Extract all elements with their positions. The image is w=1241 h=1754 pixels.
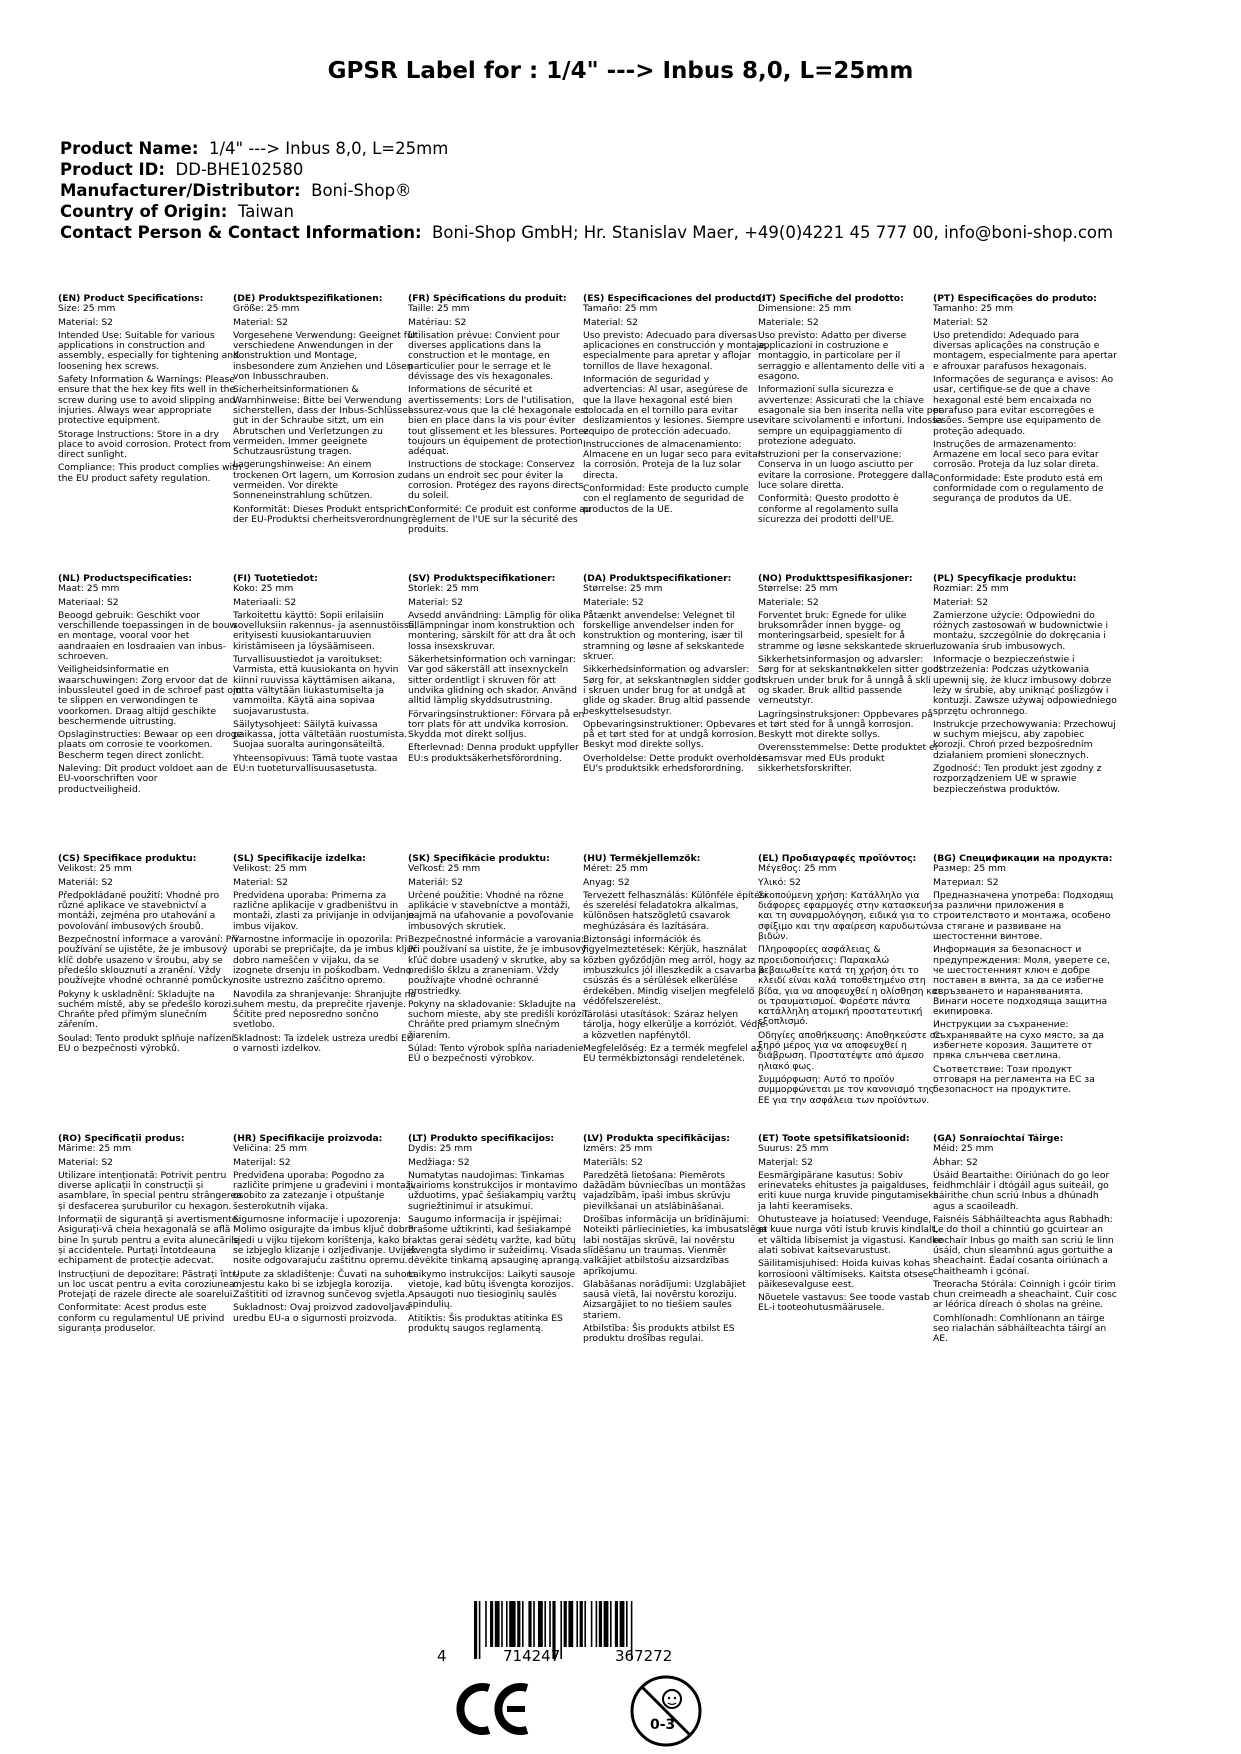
info-label: Manufacturer/Distributor: [60,181,301,200]
spec-paragraph: Materiale: S2 [583,596,644,608]
ce-mark-label: CE [455,1680,457,1681]
barcode-bar [485,1601,487,1647]
barcode-bar [533,1601,535,1647]
spec-block-heading: (PL) Specyfikacje produktu: [933,574,1077,584]
spec-block-heading: (SL) Specifikacije izdelka: [233,854,366,864]
spec-paragraph: Dydis: 25 mm [408,1143,473,1155]
spec-paragraph: Material: S2 [233,876,289,888]
spec-paragraph: Tervezett felhasználás: Különféle építési és szerelési feladatokra alkalmas, különösen hatszögletű csavarok meghúzására és lazítására. [583,889,768,932]
spec-paragraph: Uso previsto: Adecuado para diversas aplicaciones en construcción y montaje, especialmente para apretar y aflojar tornillos de llave hexagonal. [583,329,768,372]
barcode-digit-first: 4 [437,1647,447,1665]
spec-paragraph: Taille: 25 mm [408,303,470,315]
barcode-group-1: 714247 [503,1647,561,1665]
spec-paragraph: Размер: 25 mm [933,863,1006,875]
spec-paragraph: Größe: 25 mm [233,303,300,315]
spec-paragraph: Méid: 25 mm [933,1143,994,1155]
spec-block-heading: (FI) Tuotetiedot: [233,574,318,584]
spec-paragraph: Πληροφορίες ασφάλειας & προειδοποιήσεις: Παρακαλώ βεβαιωθείτε κατά τη χρήση ότι το κλειδί είναι καλά τοποθετημένο στη βίδα, για να αποφευχθεί η ολίσθηση και οι τραυματισμοί. Φορέστε πάντα κατάλληλη ατομική προστατευτική εξοπλισμό. [758,944,941,1028]
spec-paragraph: Säilytysohjeet: Säilytä kuivassa paikassa, jotta vältetään ruostumista. Suojaa suoralta auringonsäteiltä. [233,718,408,751]
spec-block [233,574,418,777]
barcode-bar [560,1601,562,1659]
spec-paragraph: Eesmärgipärane kasutus: Sobiv erinevateks ehitustes ja paigalduses, eriti kuue nurga kruvide pingutamiseks ja lahti keeramiseks. [758,1169,939,1212]
spec-paragraph: Size: 25 mm [58,303,116,315]
spec-paragraph: Předpokládané použití: Vhodné pro různé aplikace ve stavebnictví a montáži, zejména pro utahování a povolování imbusových šroubů. [58,889,220,932]
spec-paragraph: Informații de siguranță și avertismente: Asigurați-vă cheia hexagonală se află bine în șurub pentru a evita alunecările și accidentele. Purtați întotdeauna echipament de protecție adecvat. [58,1214,241,1267]
spec-block-heading: (FR) Spécifications du produit: [408,294,567,304]
info-label: Country of Origin: [60,202,228,221]
spec-paragraph: Turvallisuustiedot ja varoitukset: Varmista, että kuusiokanta on hyvin kiinni ruuvissa käyttämisen aikana, jotta vältytään liukastumiselta ja vammoilta. Käytä aina sopivaa suojavarustusta. [233,654,399,717]
spec-paragraph: Intended Use: Suitable for various applications in construction and assembly, especially for tightening and loosening hex screws. [58,329,239,372]
spec-paragraph: Veličina: 25 mm [233,1143,307,1155]
spec-paragraph: Nõuetele vastavus: See toode vastab EL-i tooteohutusmäärusele. [758,1292,930,1314]
spec-paragraph: Instrukcje przechowywania: Przechowuj w suchym miejscu, aby zapobiec korozji. Chroń przed bezpośrednim działaniem promieni słonecznych. [933,718,1116,761]
spec-paragraph: Informações de segurança e avisos: Ao usar, certifique-se de que a chave hexagonal esté bem encaixada no parafuso para evitar escorregões e lesões. Sempre use equipamento de proteção adequado. [933,374,1114,437]
spec-block-heading: (SK) Špecifikácie produktu: [408,854,550,864]
spec-paragraph: Предназначена употреба: Подходящ за различни приложения в строителството и монтажа, особено за стягане и развиване на шестостенни винтове. [933,889,1114,943]
spec-paragraph: Koko: 25 mm [233,583,294,595]
spec-paragraph: Sukladnost: Ovaj proizvod zadovoljava uredbu EU-a o sigurnosti proizvoda. [233,1302,411,1324]
spec-paragraph: Určené použitie: Vhodné na rôzne aplikácie v stavebníctve a montáži, najmä na uťahovanie a povoľovanie imbusových skrutiek. [408,889,574,932]
info-value: Taiwan [237,202,294,221]
barcode-group-2: 367272 [615,1647,673,1665]
spec-paragraph: Saugumo informacija ir įspėjimai: Prašome užtikrinti, kad šešiakampė raktas gerai sėdėtų varžte, kad būtų išvengta slydimo ir sužeidimų. Visada dėvėkite tinkamą apsauginę aprangą. [408,1214,583,1267]
spec-block-heading: (DA) Produktspecifikationer: [583,574,732,584]
spec-paragraph: Faisnéis Sábháilteachta agus Rabhadh: Le do thoil a chinntiú go gcuirtear an eochair Inbus go maith san scriú le linn úsáid, chun sleamhnú agus gortuithe a sheachaint. Éadaí cosanta oiriúnach a chaitheamh i gcónaí. [933,1214,1114,1277]
spec-block-heading: (ET) Toote spetsifikatsioonid: [758,1134,910,1144]
spec-paragraph: Medžiaga: S2 [408,1156,470,1168]
spec-paragraph: Instrucciones de almacenamiento: Almacene en un lugar seco para evitar la corrosión. Proteja de la luz solar directa. [583,438,762,481]
barcode-bar [517,1601,520,1647]
spec-block [933,294,1118,508]
spec-paragraph: Zgodność: Ten produkt jest zgodny z rozporządzeniem UE w sprawie bezpieczeństwa produktów. [933,763,1102,795]
spec-paragraph: Pokyny k uskladnění: Skladujte na suchém místě, aby se předešlo korozi. Chraňte před přímým slunečním zářením. [58,988,235,1031]
info-label: Product ID: [60,160,165,179]
spec-paragraph: Bezpečnostné informácie a varovania: Pri používaní sa uistite, že je imbusový kľúč dobre usadený v skrutke, aby sa predišlo šklzu a zraneniam. Vždy používajte vhodné ochranné prostriedky. [408,934,587,997]
spec-paragraph: Σκοπούμενη χρήση: Κατάλληλο για διάφορες εφαρμογές στην κατασκευή και τη συναρμολόγηση, ειδικά για το σφίξιμο και την αφαίρεση καρυδωτών βιδών. [758,889,934,943]
spec-block-heading: (HR) Specifikacije proizvoda: [233,1134,383,1144]
spec-block-heading: (NO) Produkttspesifikasjoner: [758,574,913,584]
spec-block [583,574,768,777]
spec-paragraph: Glabāšanas norādījumi: Uzglabājiet sausā vietā, lai novērstu koroziju. Aizsargājiet to no tiešiem saules stariem. [583,1278,746,1321]
spec-paragraph: Velikost: 25 mm [233,863,307,875]
spec-paragraph: Bezpečnostní informace a varování: Při používání se ujistěte, že je imbusový klíč dobře usazeno v šroubu, aby se předešlo sklouznutí a zranění. Vždy používejte vhodné ochranné pomůcky. [58,934,238,987]
spec-paragraph: Material: S2 [408,596,464,608]
spec-paragraph: Materiál: S2 [408,876,464,888]
spec-block [408,1134,593,1337]
spec-paragraph: Materiale: S2 [758,596,819,608]
spec-block-heading: (BG) Спецификации на продукта: [933,854,1113,864]
info-value: Boni-Shop GmbH; Hr. Stanislav Maer, +49(0)4221 45 777 00, info@boni-shop.com [432,223,1114,242]
spec-paragraph: Varnostne informacije in opozorila: Pri uporabi se prepričajte, da je imbus ključ dobro nameščen v vijaku, da se izognete drsenju in poškodbam. Vedno nosite ustrezno zaščitno opremo. [233,934,418,987]
spec-paragraph: Overholdelse: Dette produkt overholder EU's produktsikk erhedsforordning. [583,752,767,775]
spec-paragraph: Velikost: 25 mm [58,863,132,875]
barcode-bar [591,1601,593,1647]
spec-block-heading: (EN) Product Specifications: [58,294,204,304]
spec-paragraph: Upute za skladištenje: Čuvati na suhom mjestu kako bi se izbjegla korozija. Zaštititi od izravnog sunčevog svjetla. [233,1268,416,1301]
spec-paragraph: Utilisation prévue: Convient pour diverses applications dans la construction et le montage, en particulier pour le serrage et le dévissage des vis hexagonales. [408,329,560,383]
spec-block [583,294,768,518]
spec-paragraph: Úsáid Beartaithe: Oiriúnach do go leor feidhmchláir i dtógáil agus suiteáil, go háirithe chun scriú Inbus a dhúnadh agus a scaoileadh. [933,1169,1110,1212]
spec-paragraph: Conformidad: Este producto cumple con el reglamento de seguridad de productos de la UE. [583,483,749,515]
barcode-bar [568,1601,573,1647]
spec-block [758,854,943,1109]
barcode-bar [564,1601,567,1647]
barcode-bar [549,1601,551,1647]
spec-paragraph: Yhteensopivuus: Tämä tuote vastaa EU:n tuoteturvallisuusasetusta. [233,752,398,775]
spec-paragraph: Predvidena uporaba: Primerna za različne aplikacije v gradbeništvu in montaži, zlasti za privijanje in odvijanje imbus vijakov. [233,889,415,932]
spec-block [58,574,243,798]
spec-paragraph: Υλικό: S2 [758,876,801,888]
barcode-bar [509,1601,515,1647]
spec-paragraph: Tárolási utasítások: Száraz helyen tárolja, hogy elkerülje a korróziót. Védje a közvetlen napfénytől. [583,1009,766,1041]
spec-paragraph: Påtænkt anvendelse: Velegnet til forskellige anvendelser inden for konstruktion og montering, især til stramning og løsne af sekskantede skruer. [583,609,745,663]
info-value: Boni-Shop® [311,181,412,200]
info-label: Product Name: [60,139,199,158]
spec-paragraph: Conformitate: Acest produs este conform cu regulamentul UE privind siguranța produselor. [58,1302,225,1335]
spec-paragraph: Sicherheitsinformationen & Warnhinweise: Bitte bei Verwendung sicherstellen, dass der Inbus-Schlüssel gut in der Schraube sitzt, um ein Abrutschen und Verletzungen zu vermeiden. Immer geeignete Schutzausrüstung tragen. [233,384,411,458]
spec-block-heading: (CS) Specifikace produktu: [58,854,197,864]
spec-paragraph: Tamanho: 25 mm [933,303,1014,315]
spec-paragraph: Materiaali: S2 [233,596,297,608]
spec-paragraph: Rozmiar: 25 mm [933,583,1009,595]
spec-block-heading: (SV) Produktspecifikationer: [408,574,556,584]
barcode-bar [506,1601,508,1647]
spec-paragraph: Biztonsági információk és figyelmeztetések: Kérjük, használat közben győződjön meg arról, hogy az imbuszkulcs jól illeszkedik a csavarba a csúszás és a sérülések elkerülése érdekében. Mindig viseljen megfelelő védőfelszerelést. [583,934,765,1007]
info-row [60,201,1113,222]
spec-block-heading: (HU) Termékjellemzők: [583,854,701,864]
spec-paragraph: Материал: S2 [933,876,999,888]
spec-paragraph: Информация за безопасност и предупреждения: Моля, уверете се, че шестостенният ключ е добре поставен в винта, за да се избегне свръзването и нараняванията. Винаги носете подходяща защитна екипировка. [933,944,1110,1018]
ce-mark-icon [455,1680,533,1738]
spec-paragraph: Förvaringsinstruktioner: Förvara på en torr plats för att undvika korrosion. Skydda mot direkt solljus. [408,708,585,741]
spec-paragraph: Utilizare intenționată: Potrivit pentru diverse aplicații în construcții și asamblare, în special pentru strângerea și desfacerea șuruburilor cu hexagon. [58,1169,242,1212]
info-label: Contact Person & Contact Information: [60,223,422,242]
spec-paragraph: Ábhar: S2 [933,1156,978,1168]
info-row [60,159,1113,180]
barcode-bar [474,1601,477,1659]
spec-paragraph: Οδηγίες αποθήκευσης: Αποθηκεύστε σε ξηρό μέρος για να αποφευχθεί η διάβρωση. Προστατέψτε από άμεσο ηλιακό φως. [758,1029,941,1072]
spec-block [583,854,768,1068]
barcode-bar [490,1601,493,1647]
spec-paragraph: Informazioni sulla sicurezza e avvertenze: Assicurati che la chiave esagonale sia ben inserita nella vite per evitare scivolamenti e infortuni. Indossa sempre un equipaggiamento di protezione adeguato. [758,384,943,447]
info-value: 1/4" ---> Inbus 8,0, L=25mm [208,139,449,158]
spec-paragraph: Lagerungshinweise: An einem trockenen Ort lagern, um Korrosion zu vermeiden. Vor direkte Sonneneinstrahlung schützen. [233,459,409,502]
spec-paragraph: Anyag: S2 [583,876,630,888]
page-title: GPSR Label for : 1/4" ---> Inbus 8,0, L=25mm [327,58,914,84]
spec-paragraph: Størrelse: 25 mm [758,583,838,595]
spec-paragraph: Beoogd gebruik: Geschikt voor verschillende toepassingen in de bouw en montage, vooral voor het aandraaien en losdraaien van inbus-schroeven. [58,609,238,663]
spec-paragraph: Naleving: Dit product voldoet aan de EU-voorschriften voor productveiligheid. [58,763,228,795]
barcode-bar [599,1601,602,1647]
spec-block [408,294,593,539]
spec-paragraph: Atbilstība: Šis produkts atbilst ES produktu drošības regulai. [583,1323,735,1345]
spec-paragraph: Atitiktis: Šis produktas atitinka ES produktų saugos reglamentą. [408,1312,563,1335]
spec-paragraph: Storage Instructions: Store in a dry place to avoid corrosion. Protect from direct sunlight. [58,428,231,461]
spec-paragraph: Material: S2 [583,316,639,328]
spec-paragraph: Material: S2 [58,1156,114,1168]
spec-paragraph: Izmērs: 25 mm [583,1143,653,1155]
spec-paragraph: Forventet bruk: Egnede for ulike bruksområder innen bygge- og monteringsarbeid, spesielt for å stramme og løsne sekskantede skruer. [758,609,937,652]
spec-block-heading: (DE) Produktspezifikationen: [233,294,383,304]
spec-block-heading: (ES) Especificaciones del producto: [583,294,765,304]
spec-paragraph: Laikymo instrukcijos: Laikyti sausoje vietoje, kad būtų išvengta korozijos. Apsaugoti nuo tiesioginių saulės spindulių. [408,1268,576,1311]
spec-paragraph: Mărime: 25 mm [58,1143,132,1155]
spec-paragraph: Съответствие: Този продукт отговаря на регламента на ЕС за безопасност на продуктите. [933,1063,1095,1096]
spec-paragraph: Dimensione: 25 mm [758,303,852,315]
spec-block [583,1134,768,1348]
barcode-bar [544,1601,546,1647]
spec-paragraph: Informations de sécurité et avertissements: Lors de l'utilisation, assurez-vous que la clé hexagonale est bien en place dans la vis pour éviter tout glissement et les blessures. Portez toujours un équipement de protection adéquat. [408,384,589,458]
spec-paragraph: Tamaño: 25 mm [583,303,658,315]
spec-paragraph: Méret: 25 mm [583,863,648,875]
spec-paragraph: Veľkosť: 25 mm [408,863,481,875]
not-for-children-0-3-icon [628,1673,704,1749]
info-row [60,222,1113,243]
spec-paragraph: Skladnost: Ta izdelek ustreza uredbi EU o varnosti izdelkov. [233,1032,414,1055]
spec-block [758,1134,943,1317]
spec-block [933,574,1118,798]
barcode-bar [495,1601,500,1647]
spec-paragraph: Инструкции за съхранение: Съхранявайте на сухо място, за да избегнете корозия. Защитете от пряка слънчева светлина. [933,1019,1105,1062]
spec-paragraph: Uso pretendido: Adequado para diversas aplicações na construção e montagem, especialmente para apertar e afrouxar parafusos hexagonais. [933,329,1117,372]
spec-paragraph: Safety Information & Warnings: Please ensure that the hex key fits well in the screw during use to avoid slipping and injuries. Always wear appropriate protective equipment. [58,374,236,427]
barcode-bar [584,1601,586,1647]
spec-paragraph: Materiał: S2 [933,596,989,608]
spec-block [758,294,943,528]
spec-paragraph: Materiál: S2 [58,876,114,888]
spec-block [758,574,943,777]
spec-paragraph: Lagringsinstruksjoner: Oppbevares på et tørt sted for å unngå korrosjon. Beskytt mot direkte sollys. [758,708,933,741]
spec-paragraph: Størrelse: 25 mm [583,583,663,595]
spec-paragraph: Conformité: Ce produit est conforme au règlement de l'UE sur la sécurité des produits. [408,503,591,536]
barcode-bar [596,1601,598,1647]
spec-paragraph: Megfelelőség: Ez a termék megfelel az EU termékbiztonsági rendeletének. [583,1043,762,1065]
spec-block-heading: (IT) Specifiche del prodotto: [758,294,904,304]
spec-paragraph: Material: S2 [58,316,114,328]
spec-paragraph: Información de seguridad y advertencias: Al usar, asegúrese de que la llave hexagonal esté bien colocada en el tornillo para evitar deslizamientos y lesiones. Siempre use equipo de protección adecuado. [583,374,764,437]
spec-paragraph: Sikkerhedsinformation og advarsler: Sørg for, at sekskantnøglen sidder godt i skruen under brug for at undgå at glide og skader. Brug altid passende beskyttelsesudstyr. [583,664,765,717]
spec-paragraph: Säilitamisjuhised: Hoida kuivas kohas korrosiooni vältimiseks. Kaitsta otsese päikesevalguse eest. [758,1258,934,1290]
spec-paragraph: Zamierzone użycie: Odpowiedni do różnych zastosowań w budownictwie i montażu, szczególnie do dokręcania i luzowania śrub imbusowych. [933,609,1109,652]
spec-paragraph: Treoracha Stórála: Coinnigh i gcóir tirim chun creimeadh a sheachaint. Cuir cosc ar léórica díreach ó sholas na gréine. [933,1278,1117,1311]
spec-paragraph: Uso previsto: Adatto per diverse applicazioni in costruzione e montaggio, in particolare per il serraggio e allentamento delle viti a esagono. [758,329,925,383]
spec-paragraph: Sikkerhetsinformasjon og advarsler: Sørg for at sekskantnøkkelen sitter godt i skruen under bruk for å unngå å skli og skader. Bruk alltid passende verneutstyr. [758,654,943,707]
spec-block [233,294,418,528]
spec-paragraph: Paredzētā lietošana: Piemērots dažādām būvniecības un montāžas vajadzībām, īpaši imbus skrūvju pievilkšanai un atslābināšanai. [583,1169,746,1212]
spec-paragraph: Material: S2 [233,316,289,328]
spec-paragraph: Instructions de stockage: Conservez dans un endroit sec pour éviter la corrosion. Protégez des rayons directs du soleil. [408,459,584,502]
spec-paragraph: Opslaginstructies: Bewaar op een droge plaats om corrosie te voorkomen. Bescherm tegen direct zonlicht. [58,729,243,761]
spec-paragraph: Materijal: S2 [233,1156,291,1168]
barcode-bar [620,1601,625,1647]
barcode-bar [528,1601,531,1647]
spec-paragraph: Navodila za shranjevanje: Shranjujte na suhem mestu, da preprečite rjavenje. Ščitite pred neposredno sončno svetlobo. [233,988,417,1031]
barcode-bar [538,1601,543,1647]
spec-block [233,854,418,1057]
barcode-bar [615,1601,618,1647]
spec-block [408,574,593,767]
product-info [60,138,1113,243]
age-label: 0-3 [650,1717,676,1733]
spec-paragraph: Materiāls: S2 [583,1156,643,1168]
barcode-bar [626,1601,628,1647]
spec-paragraph: Opbevaringsinstruktioner: Opbevares på et tørt sted for at undgå korrosion. Beskyt mod direkte sollys. [583,718,757,751]
spec-paragraph: Konformität: Dieses Produkt entspricht der EU-Produktsi cherheitsverordnung. [233,503,411,525]
spec-paragraph: Compliance: This product complies with the EU product safety regulation. [58,462,242,484]
spec-paragraph: Tarkoitettu käyttö: Sopii erilaisiin sovelluksiin rakennus- ja asennustöissä, erityisesti kuusiokantaruuvien kiristämiseen ja löysäämiseen. [233,609,418,652]
spec-paragraph: Συμμόρφωση: Αυτό το προϊόν συμμορφώνεται με τον κανονισμό της ΕΕ για την ασφάλεια των προϊόντων. [758,1073,935,1106]
spec-block [933,854,1118,1099]
spec-paragraph: Instrucțiuni de depozitare: Păstrați într-un loc uscat pentru a evita coroziunea. Protejați de razele directe ale soarelui. [58,1268,239,1301]
spec-block [933,1134,1118,1348]
spec-paragraph: Istruzioni per la conservazione: Conserva in un luogo asciutto per evitare la corrosione. Proteggere dalla luce solare diretta. [758,449,934,492]
spec-paragraph: Matériau: S2 [408,316,467,328]
spec-paragraph: Instruções de armazenamento: Armazene em local seco para evitar corrosão. Proteja da luz solar direta. [933,438,1099,471]
info-value: DD-BHE102580 [175,160,304,179]
info-row [60,138,1113,159]
spec-paragraph: Storlek: 25 mm [408,583,479,595]
spec-paragraph: Material: S2 [933,316,989,328]
barcode-bar [576,1601,578,1647]
spec-paragraph: Maat: 25 mm [58,583,120,595]
spec-block [408,854,593,1068]
spec-paragraph: Suurus: 25 mm [758,1143,829,1155]
spec-paragraph: Numatytas naudojimas: Tinkamas įvairioms konstrukcijos ir montavimo užduotims, ypač šešiakampių varžtų sugriežtinimui ir atsukimui. [408,1169,578,1212]
spec-paragraph: Μέγεθος: 25 mm [758,863,837,875]
barcode-bar [501,1601,503,1647]
spec-block-heading: (LV) Produkta specifikācijas: [583,1134,730,1144]
spec-block [233,1134,418,1327]
spec-block-heading: (PT) Especificações do produto: [933,294,1097,304]
spec-paragraph: Vorgesehene Verwendung: Geeignet für verschiedene Anwendungen in der Konstruktion und Montage, insbesondere zum Anziehen und Lösen von Inbusschrauben. [233,329,417,383]
spec-paragraph: Informacje o bezpieczeństwie i ostrzeżenia: Podczas użytkowania upewnij się, że klucz imbusowy dobrze leży w śrubie, aby uniknąć poślizgów i kontuzji. Zawsze używaj odpowiedniego sprzętu ochronnego. [933,654,1117,717]
spec-paragraph: Drošības informācija un brīdinājumi: Noteikti pārliecinieties, ka imbusatslēga labi nostājas skrūvē, lai novērstu slīdēšanu un traumas. Vienmēr valkājiet atbilstošu aizsardzības aprīkojumu. [583,1214,768,1277]
spec-block [58,854,243,1057]
spec-paragraph: Veiligheidsinformatie en waarschuwingen: Zorg ervoor dat de inbussleutel goed in de schroef past om te slippen en verwondingen te voorkomen. Draag altijd geschikte beschermende uitrusting. [58,664,242,727]
spec-paragraph: Materiaal: S2 [58,596,119,608]
spec-block-heading: (RO) Specificații produs: [58,1134,185,1144]
spec-block-heading: (EL) Προδιαγραφές προϊόντος: [758,854,917,864]
spec-block-heading: (NL) Productspecificaties: [58,574,192,584]
spec-paragraph: Säkerhetsinformation och varningar: Var god säkerställ att insexnyckeln sitter ordentligt i skruven för att undvika glidning och skador. Använd alltid lämplig skyddsutrustning. [408,654,577,707]
spec-block-heading: (GA) Sonraíochtaí Táirge: [933,1134,1064,1144]
spec-block [58,1134,243,1337]
spec-paragraph: Súlad: Tento výrobok spĺňa nariadenie EÚ o bezpečnosti výrobkov. [408,1043,584,1065]
spec-paragraph: Overensstemmelse: Dette produktet er i samsvar med EUs produkt sikkerhetsforskrifter. [758,742,939,775]
spec-paragraph: Comhlíonadh: Comhlíonann an táirge seo rialachán sábháilteachta táirgí an AE. [933,1312,1107,1345]
spec-paragraph: Soulad: Tento produkt splňuje nařízení EU o bezpečnosti výrobků. [58,1032,235,1055]
spec-paragraph: Sigurnosne informacije i upozorenja: Molimo osigurajte da imbus ključ dobro sjedi u vijku tijekom korištenja, kako bi se izbjeglo klizanje i ozljeđivanje. Uvijek nosite odgovarajuću zaštitnu opremu. [233,1214,417,1267]
spec-paragraph: Avsedd användning: Lämplig för olika tillämpningar inom konstruktion och montering, särskilt för att dra åt och lossa insexskruvar. [408,609,581,652]
barcode-bar [604,1601,609,1647]
spec-paragraph: Ohutusteave ja hoiatused: Veenduge, et kuue nurga võti istub kruvis kindlalt, et vältida libisemist ja vigastusi. Kandke alati sobivat kaitsevarustust. [758,1214,943,1256]
barcode-bar [522,1601,524,1647]
spec-paragraph: Predviđena uporaba: Pogodno za različite primjene u građevini i montaži, osobito za zatezanje i otpuštanje šesterokutnih vijaka. [233,1169,416,1212]
barcode-bar [610,1601,612,1647]
spec-paragraph: Materjal: S2 [758,1156,814,1168]
spec-paragraph: Conformidade: Este produto está em conformidade com o regulamento de segurança de produtos da UE. [933,472,1104,505]
spec-paragraph: Efterlevnad: Denna produkt uppfyller EU:s produktsäkerhetsförordning. [408,742,579,764]
spec-paragraph: Materiale: S2 [758,316,819,328]
spec-block-heading: (LT) Produkto specifikacijos: [408,1134,555,1144]
spec-paragraph: Pokyny na skladovanie: Skladujte na suchom mieste, aby ste predišli korózii. Chráňte pred priamym slnečným žiarením. [408,998,590,1041]
info-row [60,180,1113,201]
barcode-bar [479,1601,481,1659]
spec-block [58,294,243,487]
spec-paragraph: Conformità: Questo prodotto è conforme al regolamento sulla sicurezza dei prodotti dell'UE. [758,493,899,525]
barcode-bar [580,1601,583,1647]
